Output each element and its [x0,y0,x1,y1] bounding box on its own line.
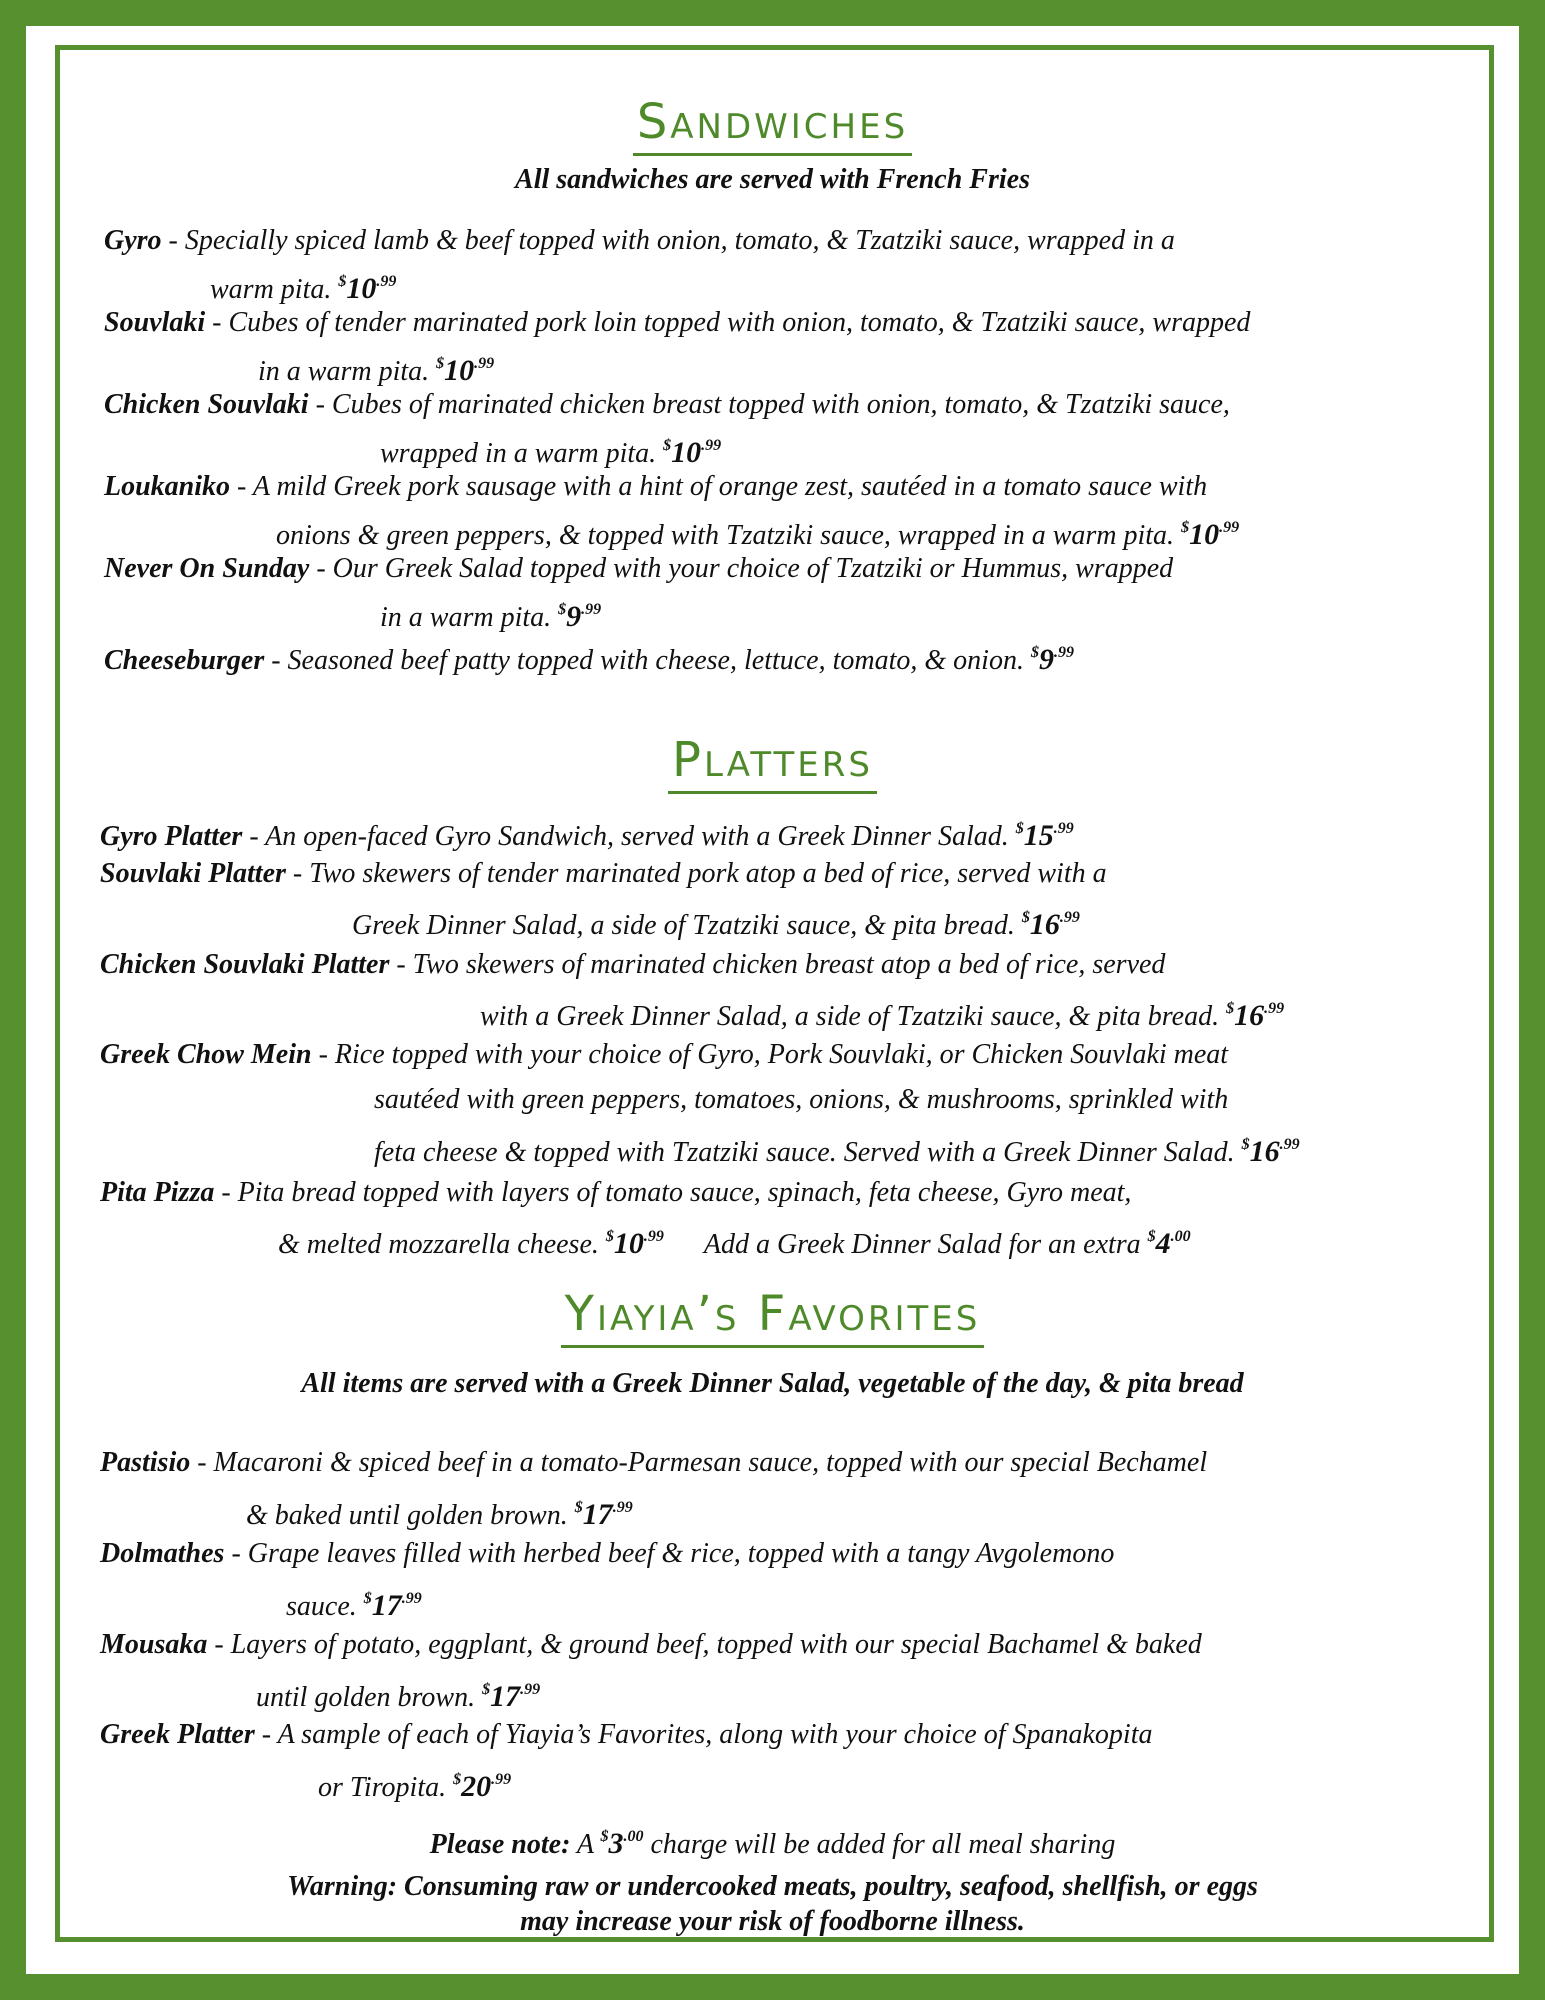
item-name: Chicken Souvlaki Platter [100,949,390,980]
item-name: Souvlaki [104,307,206,338]
item-name: Chicken Souvlaki [104,389,309,420]
item-price: $^{\$}15^{.99}$ [1015,819,1074,852]
section-subtitle-sandwiches: All sandwiches are served with French Fries [515,164,1030,195]
item-price: $^{\$}10^{.99}$ [605,1227,664,1260]
item-description: warm pita. [210,274,339,305]
item-name: Gyro [104,225,162,256]
item-description: - An open-faced Gyro Sandwich, served with a Greek Dinner Salad. [242,821,1016,852]
item-name: Mousaka [100,1629,208,1660]
item-description: - A mild Greek pork sausage with a hint of orange zest, sautéed in a tomato sauce with [230,471,1208,502]
item-price: $^{\$}17^{.99}$ [363,1589,422,1622]
section-title-favorites: Yiayia’s Favorites [0,1290,1545,1338]
item-description: in a warm pita. [258,356,437,387]
food-safety-warning-line-2: may increase your risk of foodborne illness. [520,1906,1025,1937]
item-price: $^{\$}20^{.99}$ [453,1770,512,1803]
item-name: Pastisio [100,1447,191,1478]
item-name: Gyro Platter [100,821,243,852]
item-description: Greek Dinner Salad, a side of Tzatziki sauce, & pita bread. [352,910,1022,941]
item-description: - Seasoned beef patty topped with cheese, lettuce, tomato, & onion. [264,645,1031,676]
item-description: - Cubes of marinated chicken breast topped with onion, tomato, & Tzatziki sauce, [308,389,1230,420]
item-price: $^{\$}9^{.99}$ [558,600,602,633]
section-title-sandwiches: Sandwiches [0,98,1545,146]
item-name: Pita Pizza [100,1177,215,1208]
item-description: - Two skewers of marinated chicken breast atop a bed of rice, served [389,949,1166,980]
item-description: - Rice topped with your choice of Gyro, Pork Souvlaki, or Chicken Souvlaki meat [311,1039,1229,1070]
item-description: - Cubes of tender marinated pork loin topped with onion, tomato, & Tzatziki sauce, wrapped [205,307,1251,338]
item-description: onions & green peppers, & topped with Tzatziki sauce, wrapped in a warm pita. [276,520,1182,551]
item-description: & baked until golden brown. [246,1500,575,1531]
item-price: $^{\$}10^{.99}$ [1181,518,1240,551]
item-price: $^{\$}16^{.99}$ [1241,1135,1300,1168]
item-price: $^{\$}16^{.99}$ [1226,999,1285,1032]
item-description: - Our Greek Salad topped with your choice of Tzatziki or Hummus, wrapped [309,553,1174,584]
item-name: Souvlaki Platter [100,858,286,889]
meal-sharing-note: Please note: A $^{\$}3^{.00}$ charge will be added for all meal sharing [429,1827,1116,1860]
item-description: sauce. [286,1591,364,1622]
item-price: $^{\$}10^{.99}$ [663,436,722,469]
item-extra-text: Add a Greek Dinner Salad for an extra [703,1229,1148,1260]
item-name: Cheeseburger [104,645,265,676]
item-name: Never On Sunday [104,553,310,584]
item-name: Dolmathes [100,1538,225,1569]
item-description: - Specially spiced lamb & beef topped with onion, tomato, & Tzatziki sauce, wrapped in a [161,225,1175,256]
item-price: $^{\$}9^{.99}$ [1030,643,1074,676]
item-description: - Two skewers of tender marinated pork atop a bed of rice, served with a [285,858,1107,889]
item-description: until golden brown. [256,1682,483,1713]
item-description: sautéed with green peppers, tomatoes, onions, & mushrooms, sprinkled with [374,1084,1229,1115]
item-price: $^{\$}10^{.99}$ [436,354,495,387]
item-description: - A sample of each of Yiayia’s Favorites, along with your choice of Spanakopita [254,1719,1153,1750]
section-subtitle-favorites: All items are served with a Greek Dinner Salad, vegetable of the day, & pita bread [301,1368,1244,1399]
item-name: Greek Chow Mein [100,1039,312,1070]
item-price: $^{\$}10^{.99}$ [338,272,397,305]
item-description: - Pita bread topped with layers of tomato sauce, spinach, feta cheese, Gyro meat, [214,1177,1132,1208]
item-description: feta cheese & topped with Tzatziki sauce. Served with a Greek Dinner Salad. [374,1137,1242,1168]
item-price: $^{\$}16^{.99}$ [1021,908,1080,941]
item-price: $^{\$}17^{.99}$ [574,1498,633,1531]
item-description: - Macaroni & spiced beef in a tomato-Parmesan sauce, topped with our special Bechamel [190,1447,1208,1478]
item-description: & melted mozzarella cheese. [278,1229,606,1260]
food-safety-warning-line-1: Warning: Consuming raw or undercooked meats, poultry, seafood, shellfish, or eggs [287,1871,1258,1902]
item-price: $^{\$}17^{.99}$ [482,1680,541,1713]
item-description: wrapped in a warm pita. [380,438,664,469]
item-extra-price: $^{\$}4^{.00}$ [1147,1227,1191,1260]
item-name: Loukaniko [104,471,231,502]
item-description: - Grape leaves filled with herbed beef & rice, topped with a tangy Avgolemono [224,1538,1115,1569]
item-name: Greek Platter [100,1719,255,1750]
item-description: with a Greek Dinner Salad, a side of Tzatziki sauce, & pita bread. [480,1001,1227,1032]
item-description: in a warm pita. [380,602,559,633]
item-description: - Layers of potato, eggplant, & ground beef, topped with our special Bachamel & baked [207,1629,1202,1660]
item-description: or Tiropita. [318,1772,454,1803]
section-title-platters: Platters [0,736,1545,784]
